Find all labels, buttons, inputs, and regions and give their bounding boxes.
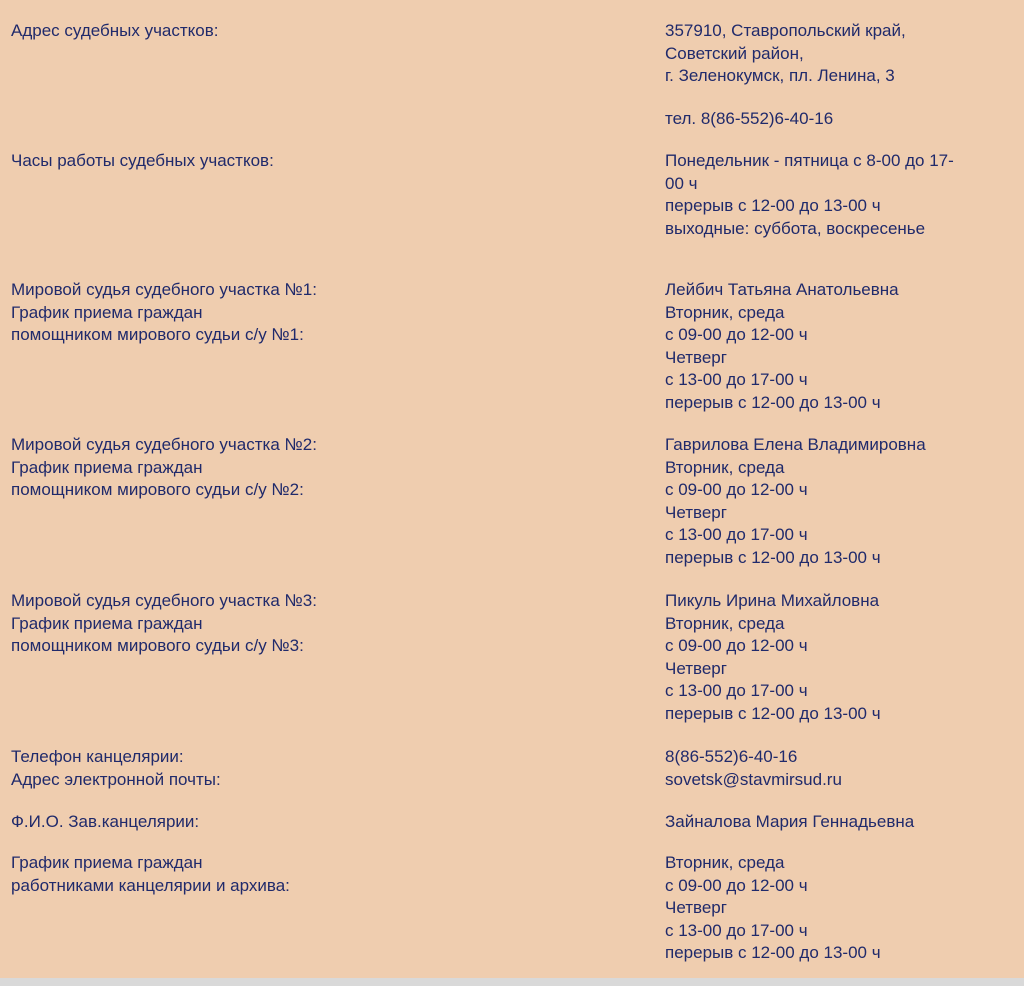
judge-3-label: Мировой судья судебного участка №3: График приема граждан помощником мирового судьи с/у №3: [11,591,317,656]
judge-2-label: Мировой судья судебного участка №2: График приема граждан помощником мирового судьи с/у №2: [11,435,317,500]
archive-label: График приема граждан работниками канцелярии и архива: [11,853,290,895]
judge-3-value: Пикуль Ирина Михайловна Вторник, среда с 09-00 до 12-00 ч Четверг с 13-00 до 17-00 ч перерыв с 12-00 до 13-00 ч [665,591,881,723]
judge-1-label: Мировой судья судебного участка №1: График приема граждан помощником мирового судьи с/у №1: [11,280,317,345]
office-contacts-label: Телефон канцелярии: Адрес электронной почты: [11,747,221,789]
office-head-value: Зайналова Мария Геннадьевна [665,812,915,831]
hours-label: Часы работы судебных участков: [11,151,274,170]
judge-2-value: Гаврилова Елена Владимировна Вторник, среда с 09-00 до 12-00 ч Четверг с 13-00 до 17-00 ч перерыв с 12-00 до 13-00 ч [665,435,926,567]
office-head-label: Ф.И.О. Зав.канцелярии: [11,812,200,831]
judge-3-name: Пикуль Ирина Михайловна [665,591,880,610]
office-phone: 8(86-552)6-40-16 [665,747,798,766]
archive-value: Вторник, среда с 09-00 до 12-00 ч Четверг с 13-00 до 17-00 ч перерыв с 12-00 до 13-00 ч [665,853,881,963]
address-label: Адрес судебных участков: [11,21,219,40]
judge-1-name: Лейбич Татьяна Анатольевна [665,280,899,299]
office-email-link[interactable]: sovetsk@stavmirsud.ru [665,769,842,789]
judge-2-name: Гаврилова Елена Владимировна [665,435,926,454]
address-value: 357910, Ставропольский край, Советский район, г. Зеленокумск, пл. Ленина, 3 тел. 8(86-552)6-40-16 [665,20,906,130]
office-contacts-value [665,746,842,791]
judge-1-value: Лейбич Татьяна Анатольевна Вторник, среда с 09-00 до 12-00 ч Четверг с 13-00 до 17-00 ч перерыв с 12-00 до 13-00 ч [665,280,899,412]
address-phone: тел. 8(86-552)6-40-16 [665,108,834,128]
hours-value: Понедельник - пятница с 8-00 до 17- 00 ч перерыв с 12-00 до 13-00 ч выходные: суббота, воскресенье [665,151,954,238]
